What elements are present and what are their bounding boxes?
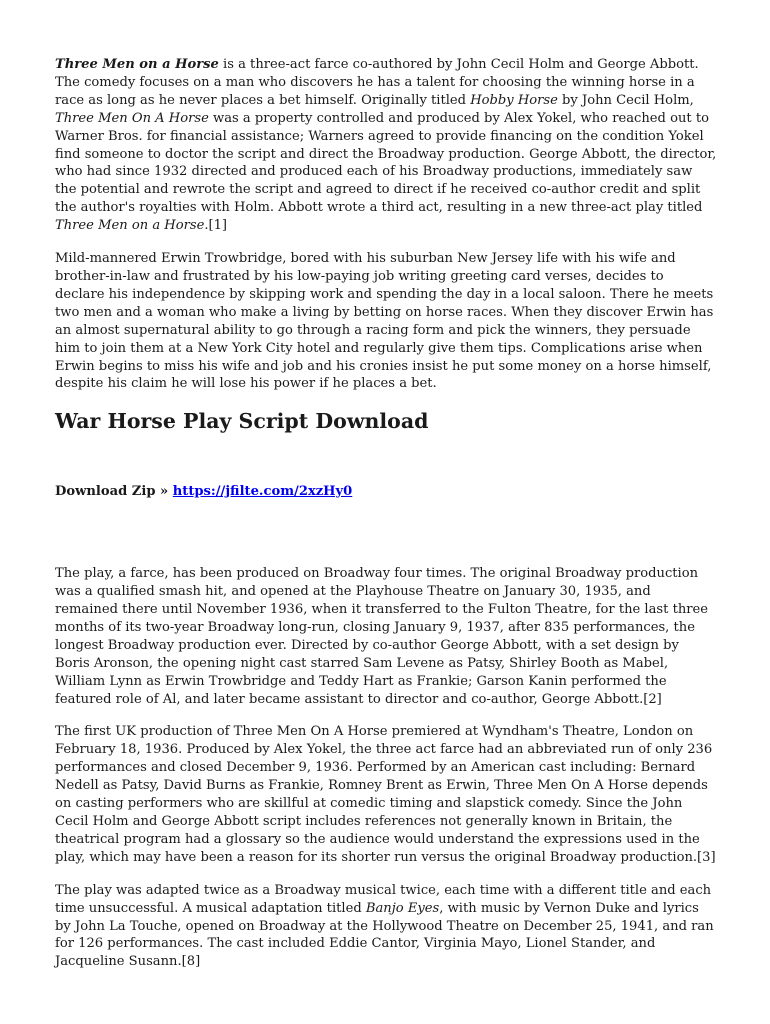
broadway-paragraph: The play, a farce, has been produced on Broadway four times. The original Broadway production was a qualified smash hit, and opened at the Playhouse Theatre on January 30, 1935, and remained there until November 1936, when it transferred to the Fulton Theatre, for the last three months of its two-year Broadway long-run, closing January 9, 1937, after 835 performances, the longest Broadway production ever. Directed by co-author George Abbott, with a set design by Boris Aronson, the opening night cast starred Sam Levene as Patsy, Shirley Booth as Mabel, William Lynn as Erwin Trowbridge and Teddy Hart as Frankie; Garson Kanin performed the featured role of Al, and later became assistant to director and co-author, George Abbott.[2] [55, 566, 709, 707]
download-label: Download Zip » [55, 484, 173, 500]
download-line [55, 483, 717, 501]
uk-production-paragraph: The first UK production of Three Men On A Horse premiered at Wyndham's Theatre, London on February 18, 1936. Produced by Alex Yokel, the three act farce had an abbreviated run of only 236 performances and closed December 9, 1936. Performed by an American cast including: Bernard Nedell as Patsy, David Burns as Frankie, Romney Brent as Erwin, Three Men On A Horse depends on casting performers who are skillful at comedic timing and slapstick comedy. Since the John Cecil Holm and George Abbott script includes references not generally known in Britain, the theatrical program had a glossary so the audience would understand the expressions used in the play, which may have been a reason for its shorter run versus the original Broadway production.[3] [55, 724, 716, 865]
section-heading: War Horse Play Script Download [55, 409, 429, 434]
musical-adaptation-paragraph: The play was adapted twice as a Broadway musical twice, each time with a different title and each time unsuccessful. A musical adaptation titled Banjo Eyes, with music by Vernon Duke and lyrics by John La Touche, opened on Broadway at the Hollywood Theatre on December 25, 1941, and ran for 126 performances. The cast included Eddie Cantor, Virginia Mayo, Lionel Stander, and Jacqueline Susann.[8] [55, 882, 714, 970]
document-body [55, 56, 717, 986]
intro-paragraph: Three Men on a Horse is a three-act farce co-authored by John Cecil Holm and George Abbott. The comedy focuses on a man who discovers he has a talent for choosing the winning horse in a race as long as he never places a bet himself. Originally titled Hobby Horse by John Cecil Holm, Three Men On A Horse was a property controlled and produced by Alex Yokel, who reached out to Warner Bros. for financial assistance; Warners agreed to provide financing on the condition Yokel find someone to doctor the script and direct the Broadway production. George Abbott, the director, who had since 1932 directed and produced each of his Broadway productions, immediately saw the potential and rewrote the script and agreed to direct if he received co-author credit and split the author's royalties with Holm. Abbott wrote a third act, resulting in a new three-act play titled Three Men on a Horse.[1] [55, 57, 717, 234]
play-title: Three Men on a Horse [55, 57, 219, 72]
plot-paragraph: Mild-mannered Erwin Trowbridge, bored with his suburban New Jersey life with his wife and brother-in-law and frustrated by his low-paying job writing greeting card verses, decides to declare his independence by skipping work and spending the day in a local saloon. There he meets two men and a woman who make a living by betting on horse races. When they discover Erwin has an almost supernatural ability to go through a racing form and pick the winners, they persuade him to join them at a New York City hotel and regularly give them tips. Complications arise when Erwin begins to miss his wife and job and his cronies insist he put some money on a horse himself, despite his claim he will lose his power if he places a bet. [55, 251, 714, 392]
download-link[interactable]: https://jfilte.com/2xzHy0 [172, 484, 353, 500]
